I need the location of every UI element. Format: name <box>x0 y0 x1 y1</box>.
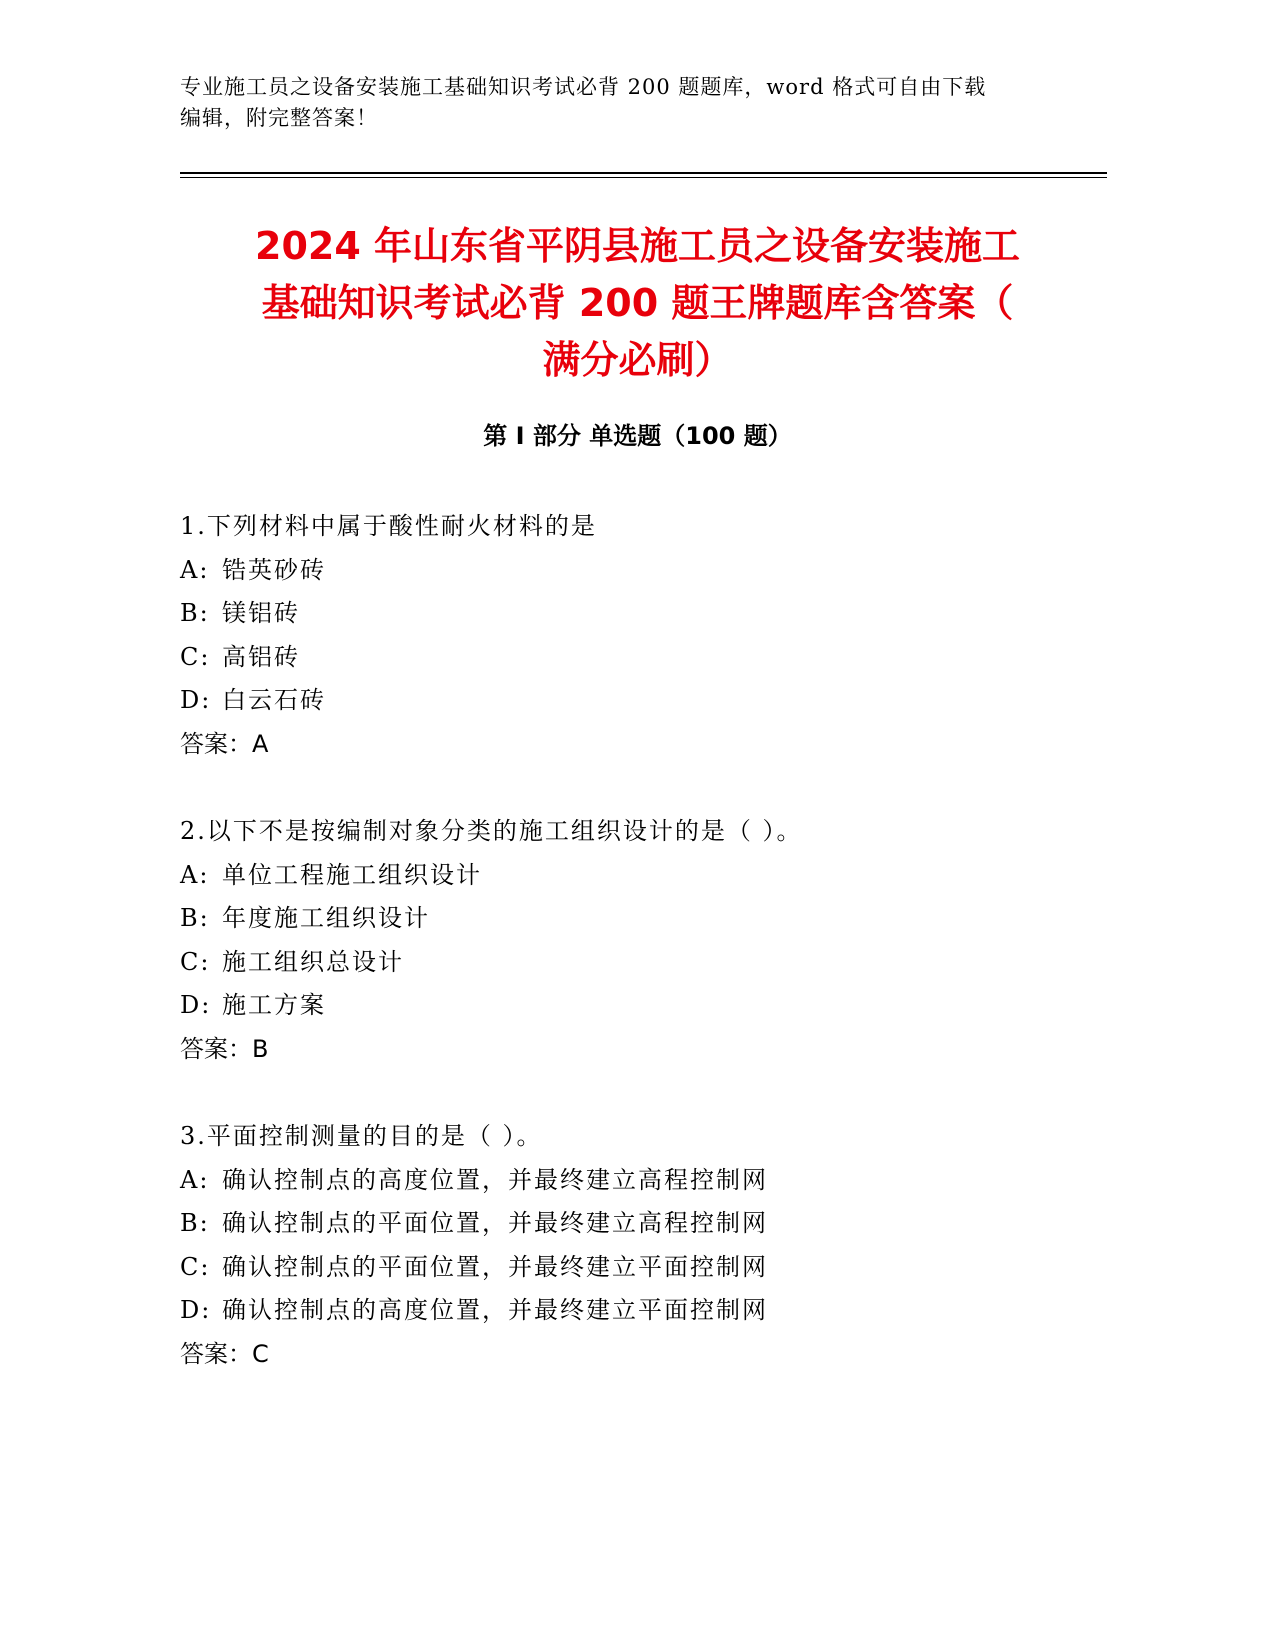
option-c <box>180 1246 1080 1290</box>
option-letter: B: <box>180 599 210 628</box>
section-title: 第 I 部分 单选题（100 题） <box>483 422 792 450</box>
question-2 <box>180 810 1080 1072</box>
header-rule-thin <box>180 177 1107 178</box>
header-line-1: 专业施工员之设备安装施工基础知识考试必背 200 题题库，word 格式可自由下载 <box>180 75 987 99</box>
option-c <box>180 941 1080 985</box>
page-header <box>180 72 1060 134</box>
question-stem: 1.下列材料中属于酸性耐火材料的是 <box>180 512 597 540</box>
answer: 答案：C <box>180 1339 269 1368</box>
question-stem: 3.平面控制测量的目的是（ ）。 <box>180 1122 543 1150</box>
option-c <box>180 636 1080 680</box>
option-a <box>180 1159 1080 1203</box>
option-letter: C: <box>180 947 211 976</box>
option-letter: D: <box>180 991 212 1020</box>
option-letter: C: <box>180 1252 211 1281</box>
option-letter: A: <box>180 555 210 584</box>
option-d <box>180 984 1080 1028</box>
option-a <box>180 549 1080 593</box>
header-line-2: 编辑，附完整答案！ <box>180 106 378 130</box>
title-line-3: 满分必刷） <box>542 338 733 382</box>
header-rule-thick <box>180 172 1107 174</box>
option-letter: C: <box>180 642 211 671</box>
option-letter: D: <box>180 1296 212 1325</box>
option-text: 年度施工组织设计 <box>222 904 430 933</box>
title-line-2: 基础知识考试必背 200 题王牌题库含答案（ <box>261 281 1014 325</box>
answer: 答案：B <box>180 1034 269 1063</box>
option-b <box>180 592 1080 636</box>
option-d <box>180 679 1080 723</box>
option-text: 施工组织总设计 <box>222 947 404 976</box>
question-1 <box>180 505 1080 767</box>
option-letter: A: <box>180 1165 210 1194</box>
option-text: 确认控制点的高度位置，并最终建立平面控制网 <box>222 1296 768 1325</box>
question-3 <box>180 1115 1080 1377</box>
option-text: 高铝砖 <box>222 642 300 671</box>
option-b <box>180 1202 1080 1246</box>
option-a <box>180 854 1080 898</box>
title-line-1: 2024 年山东省平阴县施工员之设备安装施工 <box>255 224 1020 268</box>
option-text: 锆英砂砖 <box>222 555 326 584</box>
option-text: 镁铝砖 <box>222 599 300 628</box>
option-letter: D: <box>180 686 212 715</box>
option-text: 确认控制点的高度位置，并最终建立高程控制网 <box>222 1165 768 1194</box>
option-d <box>180 1289 1080 1333</box>
option-letter: B: <box>180 1209 210 1238</box>
option-text: 确认控制点的平面位置，并最终建立高程控制网 <box>222 1209 768 1238</box>
document-title <box>120 218 1155 389</box>
option-text: 确认控制点的平面位置，并最终建立平面控制网 <box>222 1252 768 1281</box>
option-letter: A: <box>180 860 210 889</box>
option-text: 单位工程施工组织设计 <box>222 860 482 889</box>
answer: 答案：A <box>180 729 269 758</box>
question-stem: 2.以下不是按编制对象分类的施工组织设计的是（ ）。 <box>180 817 803 845</box>
option-text: 白云石砖 <box>222 686 326 715</box>
option-letter: B: <box>180 904 210 933</box>
option-b <box>180 897 1080 941</box>
option-text: 施工方案 <box>222 991 326 1020</box>
